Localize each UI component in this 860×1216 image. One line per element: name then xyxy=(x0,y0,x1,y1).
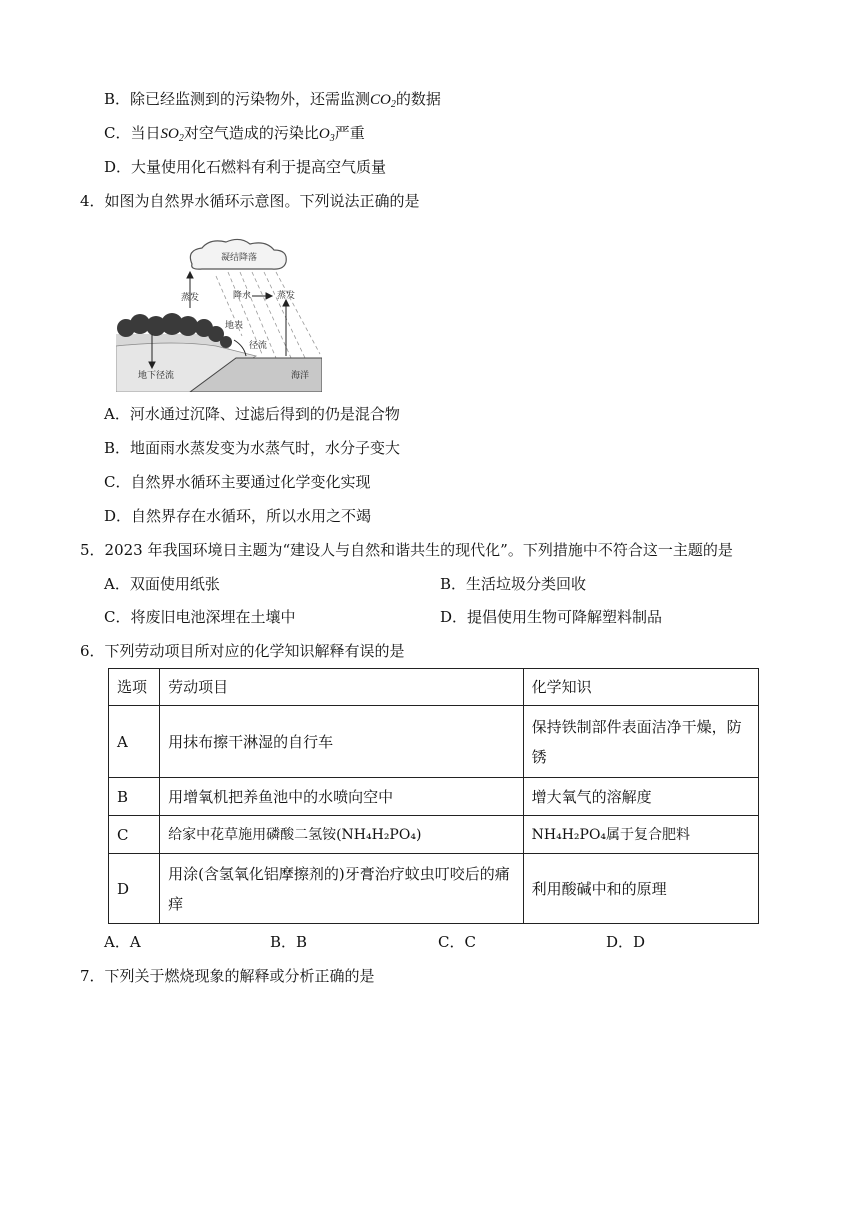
row-a-knowledge: 保持铁制部件表面洁净干燥，防锈 xyxy=(523,706,758,778)
evaporation-label-1: 蒸发 xyxy=(180,293,200,303)
runoff-label: 径流 xyxy=(248,341,268,351)
row-d-knowledge: 利用酸碱中和的原理 xyxy=(523,854,758,924)
cloud-label: 凝结降落 xyxy=(220,253,258,263)
header-task: 劳动项目 xyxy=(160,669,524,706)
row-a-task: 用抹布擦干淋湿的自行车 xyxy=(160,706,524,778)
q7-stem: 7．下列关于燃烧现象的解释或分析正确的是 xyxy=(80,967,375,985)
row-d-task: 用涂(含氢氧化铝摩擦剂的)牙膏治疗蚊虫叮咬后的痛痒 xyxy=(160,854,524,924)
row-b-task: 用增氧机把养鱼池中的水喷向空中 xyxy=(160,778,524,816)
q4-stem: 4．如图为自然界水循环示意图。下列说法正确的是 xyxy=(80,192,420,210)
q3-option-d: D．大量使用化石燃料有利于提高空气质量 xyxy=(104,158,387,176)
q6-answer-c: C．C xyxy=(438,933,476,951)
q5-option-a: A．双面使用纸张 xyxy=(104,575,220,593)
table-row xyxy=(109,816,759,854)
q6-answer-d: D．D xyxy=(606,933,646,951)
ocean-label: 海洋 xyxy=(290,371,310,381)
row-b-knowledge: 增大氧气的溶解度 xyxy=(523,778,758,816)
so2-subscript: 2 xyxy=(178,133,184,144)
q5-option-d: D．提倡使用生物可降解塑料制品 xyxy=(440,608,663,626)
q4-option-d: D．自然界存在水循环，所以水用之不竭 xyxy=(104,507,372,525)
q4-option-c: C．自然界水循环主要通过化学变化实现 xyxy=(104,473,371,491)
table-row xyxy=(109,706,759,778)
row-c-option: C xyxy=(109,816,160,854)
row-d-option: D xyxy=(109,854,160,924)
q3-option-c-mid: 对空气造成的污染比 xyxy=(183,124,319,142)
q5-option-c: C．将废旧电池深埋在土壤中 xyxy=(104,608,296,626)
row-c-task: 给家中花草施用磷酸二氢铵(NH₄H₂PO₄) xyxy=(160,816,524,854)
q3-option-b-text: B．除已经监测到的污染物外，还需监测 xyxy=(104,90,371,108)
q5-stem: 5．2023 年我国环境日主题为“建设人与自然和谐共生的现代化”。下列措施中不符合这一主题的是 xyxy=(80,541,733,559)
water-cycle-figure xyxy=(116,236,322,392)
o3-subscript: 3 xyxy=(329,133,335,144)
q3-option-c-text: C．当日 xyxy=(104,124,161,142)
so2-formula: SO xyxy=(160,126,179,142)
co2-formula: CO xyxy=(370,92,391,108)
table-row xyxy=(109,854,759,924)
q3-option-b xyxy=(104,89,441,115)
q4-option-a: A．河水通过沉降、过滤后得到的仍是混合物 xyxy=(104,405,400,423)
surface-label: 地表 xyxy=(224,321,244,331)
header-knowledge: 化学知识 xyxy=(523,669,758,706)
rain-lines xyxy=(216,272,320,360)
q3-option-b-tail: 的数据 xyxy=(395,90,441,108)
q3-option-c xyxy=(104,123,365,149)
row-a-option: A xyxy=(109,706,160,778)
co2-subscript: 2 xyxy=(390,99,396,110)
q6-answer-b: B．B xyxy=(270,933,308,951)
underground-runoff-label: 地下径流 xyxy=(137,371,175,381)
q3-option-c-tail: 严重 xyxy=(334,124,365,142)
q4-option-b: B．地面雨水蒸发变为水蒸气时，水分子变大 xyxy=(104,439,401,457)
q6-table xyxy=(108,668,759,924)
table-header-row xyxy=(109,669,759,706)
header-option: 选项 xyxy=(109,669,160,706)
table-row xyxy=(109,778,759,816)
row-b-option: B xyxy=(109,778,160,816)
evaporation-label-2: 蒸发 xyxy=(276,291,296,301)
o3-formula: O xyxy=(318,126,330,142)
q5-option-b: B．生活垃圾分类回收 xyxy=(440,575,587,593)
row-c-knowledge: NH₄H₂PO₄属于复合肥料 xyxy=(523,816,758,854)
precipitation-label: 降水 xyxy=(232,291,252,301)
q6-answer-a: A．A xyxy=(104,933,141,951)
q6-stem: 6．下列劳动项目所对应的化学知识解释有误的是 xyxy=(80,642,405,660)
